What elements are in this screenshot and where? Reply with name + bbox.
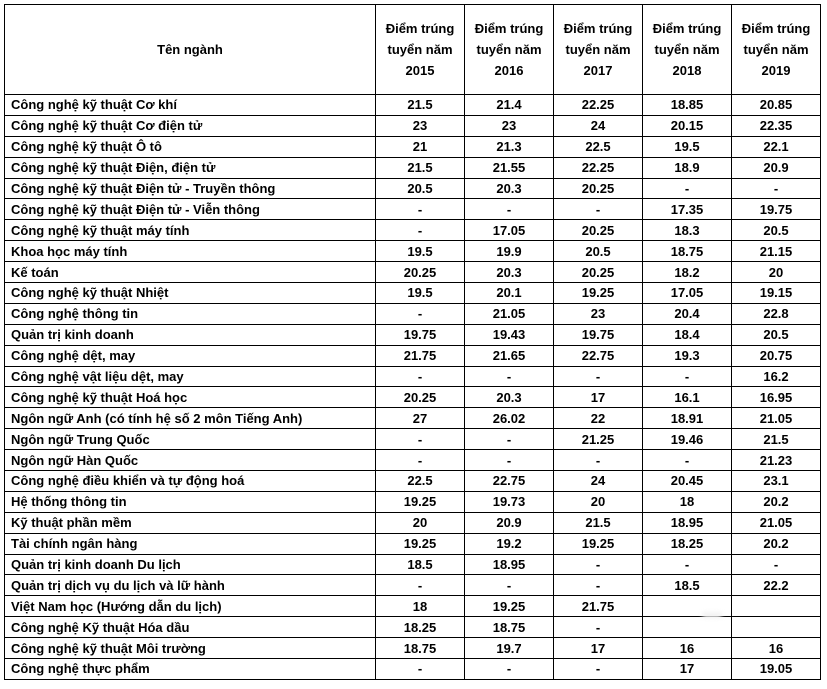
header-major-name: Tên ngành — [5, 5, 376, 95]
score-cell-2019: 21.05 — [732, 408, 821, 429]
score-cell-2019: 20.2 — [732, 491, 821, 512]
major-name-cell: Công nghệ kỹ thuật Điện tử - Viễn thông — [5, 199, 376, 220]
major-name-cell: Công nghệ kỹ thuật Ô tô — [5, 136, 376, 157]
table-row — [5, 512, 821, 533]
score-cell-2019: 19.05 — [732, 659, 821, 680]
score-cell-2018: 18.95 — [643, 512, 732, 533]
header-year-2017: Điểm trúng tuyển năm 2017 — [554, 5, 643, 95]
score-cell-2017: 19.25 — [554, 533, 643, 554]
header-year-2015: Điểm trúng tuyển năm 2015 — [376, 5, 465, 95]
score-cell-2018: 17 — [643, 659, 732, 680]
score-cell-2019: 20.5 — [732, 220, 821, 241]
major-name-cell: Công nghệ điều khiển và tự động hoá — [5, 471, 376, 492]
score-cell-2016: 22.75 — [465, 471, 554, 492]
score-cell-2016: 21.4 — [465, 95, 554, 116]
score-cell-2015: 20.5 — [376, 178, 465, 199]
table-row — [5, 659, 821, 680]
major-name-cell: Công nghệ kỹ thuật Nhiệt — [5, 283, 376, 304]
score-cell-2016: 19.25 — [465, 596, 554, 617]
score-cell-2018: - — [643, 366, 732, 387]
score-cell-2017: 20.5 — [554, 241, 643, 262]
score-cell-2018: 17.35 — [643, 199, 732, 220]
score-cell-2018: 18.3 — [643, 220, 732, 241]
table-row — [5, 136, 821, 157]
major-name-cell: Quản trị kinh doanh — [5, 324, 376, 345]
score-cell-2018 — [643, 617, 732, 638]
score-cell-2018: 18.9 — [643, 157, 732, 178]
score-cell-2016: 21.55 — [465, 157, 554, 178]
score-cell-2017: 24 — [554, 471, 643, 492]
score-cell-2019: 22.8 — [732, 303, 821, 324]
score-cell-2019: 16.95 — [732, 387, 821, 408]
score-cell-2016: 21.65 — [465, 345, 554, 366]
header-row — [5, 5, 821, 95]
score-cell-2015: 21.5 — [376, 157, 465, 178]
score-cell-2017: 22 — [554, 408, 643, 429]
score-cell-2016: 18.75 — [465, 617, 554, 638]
score-cell-2017: 23 — [554, 303, 643, 324]
table-row — [5, 262, 821, 283]
score-cell-2017: 22.75 — [554, 345, 643, 366]
score-cell-2019: 20.2 — [732, 533, 821, 554]
admission-scores-table-container — [4, 4, 821, 680]
score-cell-2016: 19.2 — [465, 533, 554, 554]
score-cell-2015: 23 — [376, 115, 465, 136]
score-cell-2019: 22.2 — [732, 575, 821, 596]
major-name-cell: Quản trị dịch vụ du lịch và lữ hành — [5, 575, 376, 596]
score-cell-2015: 21 — [376, 136, 465, 157]
table-row — [5, 533, 821, 554]
score-cell-2015: - — [376, 366, 465, 387]
major-name-cell: Công nghệ kỹ thuật Cơ khí — [5, 95, 376, 116]
score-cell-2015: - — [376, 220, 465, 241]
major-name-cell: Tài chính ngân hàng — [5, 533, 376, 554]
table-row — [5, 575, 821, 596]
score-cell-2015: - — [376, 199, 465, 220]
score-cell-2017: - — [554, 554, 643, 575]
score-cell-2019: 21.05 — [732, 512, 821, 533]
score-cell-2017: 21.75 — [554, 596, 643, 617]
score-cell-2017: 17 — [554, 638, 643, 659]
score-cell-2015: - — [376, 575, 465, 596]
score-cell-2017: - — [554, 366, 643, 387]
major-name-cell: Ngôn ngữ Hàn Quốc — [5, 450, 376, 471]
score-cell-2016: - — [465, 450, 554, 471]
score-cell-2015: 22.5 — [376, 471, 465, 492]
score-cell-2019: 20 — [732, 262, 821, 283]
score-cell-2015: 19.25 — [376, 491, 465, 512]
score-cell-2019: 16 — [732, 638, 821, 659]
score-cell-2016: 19.9 — [465, 241, 554, 262]
score-cell-2015: 19.5 — [376, 283, 465, 304]
score-cell-2015: 21.75 — [376, 345, 465, 366]
score-cell-2016: - — [465, 366, 554, 387]
table-row — [5, 157, 821, 178]
score-cell-2016: 21.3 — [465, 136, 554, 157]
score-cell-2017: 19.75 — [554, 324, 643, 345]
table-row — [5, 115, 821, 136]
score-cell-2015: - — [376, 659, 465, 680]
score-cell-2019: - — [732, 554, 821, 575]
score-cell-2017: 21.25 — [554, 429, 643, 450]
score-cell-2019: 22.1 — [732, 136, 821, 157]
score-cell-2016: 23 — [465, 115, 554, 136]
score-cell-2016: 20.1 — [465, 283, 554, 304]
score-cell-2018: 19.46 — [643, 429, 732, 450]
score-cell-2015: 19.25 — [376, 533, 465, 554]
score-cell-2019 — [732, 617, 821, 638]
header-year-2018: Điểm trúng tuyển năm 2018 — [643, 5, 732, 95]
score-cell-2018: 17.05 — [643, 283, 732, 304]
score-cell-2015: 18.5 — [376, 554, 465, 575]
score-cell-2018: 20.4 — [643, 303, 732, 324]
table-row — [5, 366, 821, 387]
major-name-cell: Ngôn ngữ Anh (có tính hệ số 2 môn Tiếng Anh) — [5, 408, 376, 429]
score-cell-2018: 18.25 — [643, 533, 732, 554]
score-cell-2016: 20.3 — [465, 262, 554, 283]
score-cell-2018: - — [643, 178, 732, 199]
score-cell-2018: 16.1 — [643, 387, 732, 408]
major-name-cell: Công nghệ kỹ thuật Hoá học — [5, 387, 376, 408]
table-row — [5, 283, 821, 304]
score-cell-2015: - — [376, 303, 465, 324]
major-name-cell: Công nghệ Kỹ thuật Hóa dầu — [5, 617, 376, 638]
score-cell-2016: 19.7 — [465, 638, 554, 659]
score-cell-2019: 19.15 — [732, 283, 821, 304]
score-cell-2017: - — [554, 450, 643, 471]
score-cell-2017: 20 — [554, 491, 643, 512]
table-row — [5, 387, 821, 408]
major-name-cell: Công nghệ dệt, may — [5, 345, 376, 366]
score-cell-2015: 19.75 — [376, 324, 465, 345]
score-cell-2019: 23.1 — [732, 471, 821, 492]
image-glare — [702, 612, 722, 618]
major-name-cell: Công nghệ kỹ thuật Điện, điện tử — [5, 157, 376, 178]
score-cell-2018: 19.5 — [643, 136, 732, 157]
table-row — [5, 617, 821, 638]
score-cell-2016: 17.05 — [465, 220, 554, 241]
table-row — [5, 95, 821, 116]
score-cell-2015: 27 — [376, 408, 465, 429]
score-cell-2018: 18.91 — [643, 408, 732, 429]
score-cell-2017: 24 — [554, 115, 643, 136]
major-name-cell: Công nghệ thực phẩm — [5, 659, 376, 680]
table-header — [5, 5, 821, 95]
score-cell-2017: 22.5 — [554, 136, 643, 157]
table-row — [5, 324, 821, 345]
score-cell-2018: 19.3 — [643, 345, 732, 366]
score-cell-2017: 20.25 — [554, 262, 643, 283]
score-cell-2017: - — [554, 617, 643, 638]
score-cell-2016: 18.95 — [465, 554, 554, 575]
table-row — [5, 345, 821, 366]
score-cell-2017: - — [554, 199, 643, 220]
table-row — [5, 241, 821, 262]
table-row — [5, 408, 821, 429]
score-cell-2016: 21.05 — [465, 303, 554, 324]
score-cell-2019 — [732, 596, 821, 617]
table-body — [5, 95, 821, 680]
score-cell-2015: 21.5 — [376, 95, 465, 116]
score-cell-2018: 18.5 — [643, 575, 732, 596]
score-cell-2017: - — [554, 659, 643, 680]
score-cell-2015: 20 — [376, 512, 465, 533]
score-cell-2018: - — [643, 450, 732, 471]
major-name-cell: Công nghệ kỹ thuật Điện tử - Truyền thông — [5, 178, 376, 199]
score-cell-2016: 20.3 — [465, 387, 554, 408]
score-cell-2017: 22.25 — [554, 157, 643, 178]
score-cell-2019: 20.85 — [732, 95, 821, 116]
score-cell-2019: 21.5 — [732, 429, 821, 450]
score-cell-2017: 21.5 — [554, 512, 643, 533]
score-cell-2018: 20.45 — [643, 471, 732, 492]
score-cell-2015: 18.25 — [376, 617, 465, 638]
score-cell-2017: 20.25 — [554, 220, 643, 241]
score-cell-2016: 19.73 — [465, 491, 554, 512]
table-row — [5, 429, 821, 450]
table-row — [5, 178, 821, 199]
major-name-cell: Việt Nam học (Hướng dẫn du lịch) — [5, 596, 376, 617]
score-cell-2017: - — [554, 575, 643, 596]
score-cell-2015: 20.25 — [376, 387, 465, 408]
score-cell-2018: 18.85 — [643, 95, 732, 116]
score-cell-2019: 20.75 — [732, 345, 821, 366]
score-cell-2015: 18.75 — [376, 638, 465, 659]
major-name-cell: Kỹ thuật phần mềm — [5, 512, 376, 533]
major-name-cell: Ngôn ngữ Trung Quốc — [5, 429, 376, 450]
major-name-cell: Khoa học máy tính — [5, 241, 376, 262]
score-cell-2018: 18.2 — [643, 262, 732, 283]
table-row — [5, 450, 821, 471]
score-cell-2016: 26.02 — [465, 408, 554, 429]
score-cell-2019: 21.23 — [732, 450, 821, 471]
score-cell-2016: - — [465, 429, 554, 450]
score-cell-2015: 20.25 — [376, 262, 465, 283]
score-cell-2018: 16 — [643, 638, 732, 659]
major-name-cell: Công nghệ vật liệu dệt, may — [5, 366, 376, 387]
score-cell-2016: - — [465, 199, 554, 220]
score-cell-2016: - — [465, 659, 554, 680]
score-cell-2019: 16.2 — [732, 366, 821, 387]
table-row — [5, 638, 821, 659]
score-cell-2016: 20.9 — [465, 512, 554, 533]
table-row — [5, 554, 821, 575]
score-cell-2015: 19.5 — [376, 241, 465, 262]
score-cell-2017: 19.25 — [554, 283, 643, 304]
table-row — [5, 303, 821, 324]
header-year-2019: Điểm trúng tuyển năm 2019 — [732, 5, 821, 95]
table-row — [5, 596, 821, 617]
score-cell-2017: 17 — [554, 387, 643, 408]
score-cell-2017: 22.25 — [554, 95, 643, 116]
table-row — [5, 199, 821, 220]
score-cell-2019: 20.5 — [732, 324, 821, 345]
major-name-cell: Hệ thống thông tin — [5, 491, 376, 512]
score-cell-2018: 18.4 — [643, 324, 732, 345]
score-cell-2018: 20.15 — [643, 115, 732, 136]
major-name-cell: Công nghệ kỹ thuật Môi trường — [5, 638, 376, 659]
score-cell-2018: 18.75 — [643, 241, 732, 262]
score-cell-2019: 20.9 — [732, 157, 821, 178]
score-cell-2017: 20.25 — [554, 178, 643, 199]
score-cell-2015: - — [376, 429, 465, 450]
major-name-cell: Công nghệ kỹ thuật Cơ điện tử — [5, 115, 376, 136]
major-name-cell: Kế toán — [5, 262, 376, 283]
table-row — [5, 471, 821, 492]
score-cell-2019: 19.75 — [732, 199, 821, 220]
score-cell-2015: - — [376, 450, 465, 471]
admission-scores-table — [4, 4, 821, 680]
major-name-cell: Công nghệ thông tin — [5, 303, 376, 324]
table-row — [5, 220, 821, 241]
score-cell-2019: - — [732, 178, 821, 199]
score-cell-2015: 18 — [376, 596, 465, 617]
score-cell-2016: 19.43 — [465, 324, 554, 345]
score-cell-2016: 20.3 — [465, 178, 554, 199]
score-cell-2018: - — [643, 554, 732, 575]
table-row — [5, 491, 821, 512]
score-cell-2016: - — [465, 575, 554, 596]
major-name-cell: Công nghệ kỹ thuật máy tính — [5, 220, 376, 241]
score-cell-2018: 18 — [643, 491, 732, 512]
score-cell-2019: 22.35 — [732, 115, 821, 136]
score-cell-2019: 21.15 — [732, 241, 821, 262]
header-year-2016: Điểm trúng tuyển năm 2016 — [465, 5, 554, 95]
major-name-cell: Quản trị kinh doanh Du lịch — [5, 554, 376, 575]
